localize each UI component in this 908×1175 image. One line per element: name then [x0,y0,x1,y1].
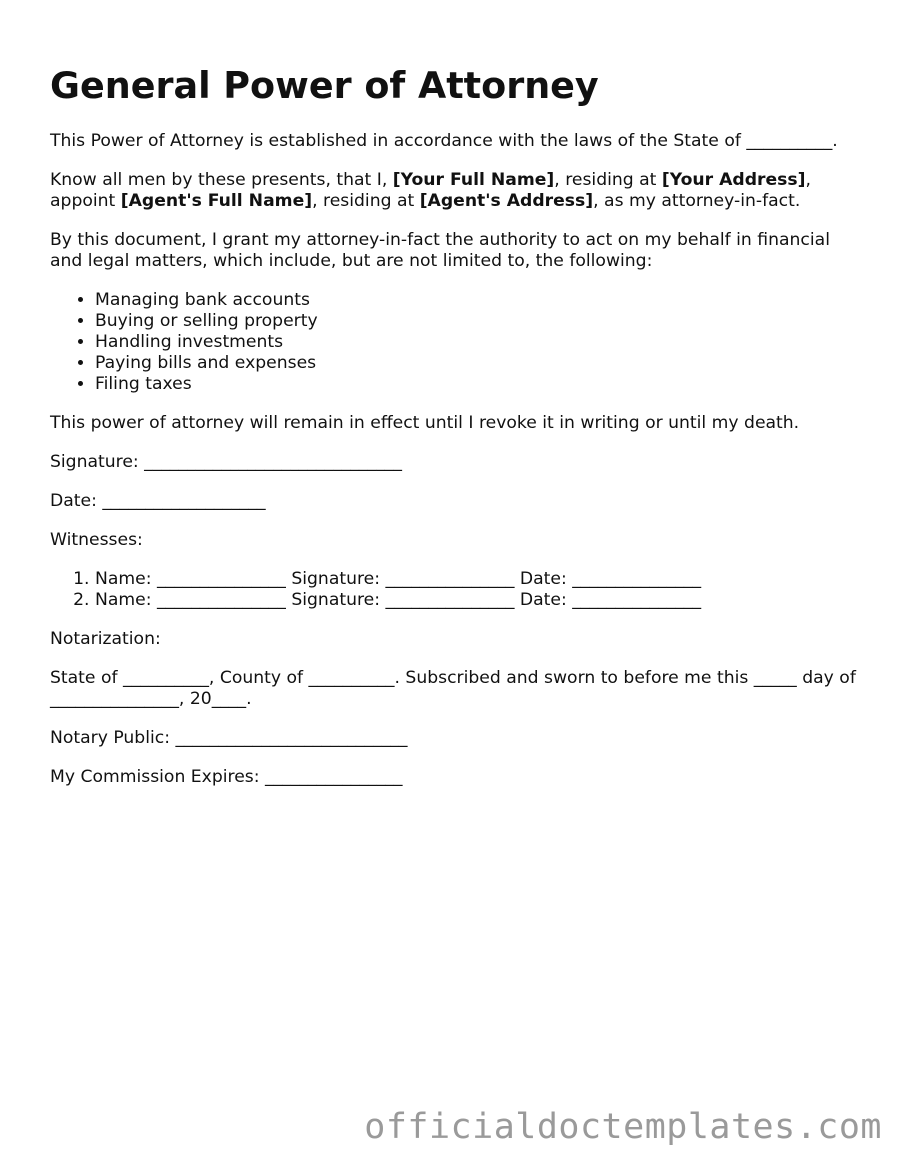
principal-address-placeholder: [Your Address] [661,170,806,190]
commission-expires-line: My Commission Expires: ________________ [50,767,403,787]
site-watermark: officialdoctemplates.com [364,1107,882,1147]
document-title: General Power of Attorney [50,64,599,107]
jurisdiction-paragraph: This Power of Attorney is established in accordance with the laws of the State of __________. [50,131,838,151]
appointment-paragraph: Know all men by these presents, that I, [Your Full Name], residing at [Your Address], appoint [Agent's Full Name], residing at [Agent's Address], as my attorney-in-fact. [50,170,811,211]
notarization-heading: Notarization: [50,629,161,649]
authority-paragraph: By this document, I grant my attorney-in-fact the authority to act on my behalf in financial and legal matters, which include, but are not limited to, the following: [50,230,830,271]
list-item: • Filing taxes [95,374,865,395]
list-item: • Buying or selling property [95,311,865,332]
notary-public-line: Notary Public: ___________________________ [50,728,408,748]
principal-name-placeholder: [Your Full Name] [392,170,555,190]
document-body [50,131,865,806]
witnesses-list [50,569,865,611]
list-item: • Managing bank accounts [95,290,865,311]
duration-paragraph: This power of attorney will remain in effect until I revoke it in writing or until my death. [50,413,800,433]
list-item: • Paying bills and expenses [95,353,865,374]
date-line: Date: ___________________ [50,491,266,511]
signature-line: Signature: ______________________________ [50,452,402,472]
agent-name-placeholder: [Agent's Full Name] [120,191,313,211]
witness-row: 1. Name: _______________ Signature: _______________ Date: _______________ [95,569,865,590]
powers-list [50,290,865,395]
notarization-paragraph: State of __________, County of __________. Subscribed and sworn to before me this _____ day of _______________, 20____. [50,668,856,709]
agent-address-placeholder: [Agent's Address] [419,191,594,211]
list-item: • Handling investments [95,332,865,353]
witnesses-heading: Witnesses: [50,530,143,550]
witness-row: 2. Name: _______________ Signature: _______________ Date: _______________ [95,590,865,611]
